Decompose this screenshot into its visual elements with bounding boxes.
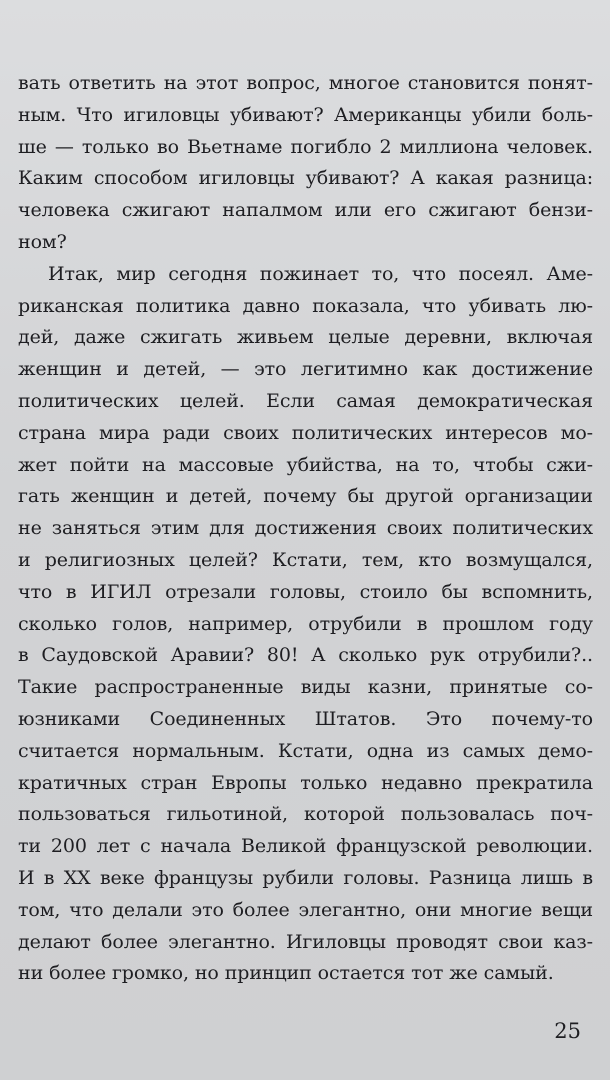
text-line: вать ответить на этот вопрос, многое становится понят-: [18, 72, 593, 94]
page-number: 25: [554, 1019, 581, 1043]
text-line: гать женщин и детей, почему бы другой организации: [18, 485, 593, 508]
text-line: юзниками Соединенных Штатов. Это почему-то: [18, 707, 593, 730]
paragraph-start-line: Итак, мир сегодня пожинает то, что посеял. Аме-: [48, 262, 593, 285]
text-line: ти 200 лет с начала Великой французской революции.: [18, 835, 593, 858]
text-line: не заняться этим для достижения своих политических: [18, 517, 593, 540]
text-line: ше — только во Вьетнаме погибло 2 миллиона человек.: [18, 135, 593, 158]
text-line: И в XX веке французы рубили головы. Разница лишь в: [18, 866, 593, 889]
body-text: [18, 68, 593, 990]
text-line: что в ИГИЛ отрезали головы, стоило бы вспомнить,: [18, 580, 593, 603]
text-line: делают более элегантно. Игиловцы проводят свои каз-: [18, 930, 593, 953]
text-line: пользоваться гильотиной, которой пользовалась поч-: [18, 803, 593, 826]
text-line: человека сжигают напалмом или его сжигают бензи-: [18, 199, 593, 222]
text-line: политических целей. Если самая демократическая: [18, 389, 593, 412]
text-line: Каким способом игиловцы убивают? А какая разница:: [18, 167, 593, 190]
text-line: в Саудовской Аравии? 80! А сколько рук отрубили?..: [18, 644, 593, 667]
text-line: ни более громко, но принцип остается тот же самый.: [18, 962, 554, 985]
text-line: дей, даже сжигать живьем целые деревни, включая: [18, 326, 593, 349]
text-line: ным. Что игиловцы убивают? Американцы убили боль-: [18, 103, 593, 126]
text-line: и религиозных целей? Кстати, тем, кто возмущался,: [18, 548, 593, 571]
text-line: Такие распространенные виды казни, принятые со-: [18, 676, 593, 699]
text-line: риканская политика давно показала, что убивать лю-: [18, 294, 593, 317]
text-line: жет пойти на массовые убийства, на то, чтобы сжи-: [18, 453, 593, 476]
text-line: ном?: [18, 230, 67, 253]
text-line: считается нормальным. Кстати, одна из самых демо-: [18, 739, 593, 762]
text-line: кратичных стран Европы только недавно прекратила: [18, 771, 593, 794]
text-line: сколько голов, например, отрубили в прошлом году: [18, 612, 593, 635]
text-line: том, что делали это более элегантно, они многие вещи: [18, 898, 593, 921]
text-line: страна мира ради своих политических интересов мо-: [18, 421, 593, 444]
text-line: женщин и детей, — это легитимно как достижение: [18, 358, 593, 381]
